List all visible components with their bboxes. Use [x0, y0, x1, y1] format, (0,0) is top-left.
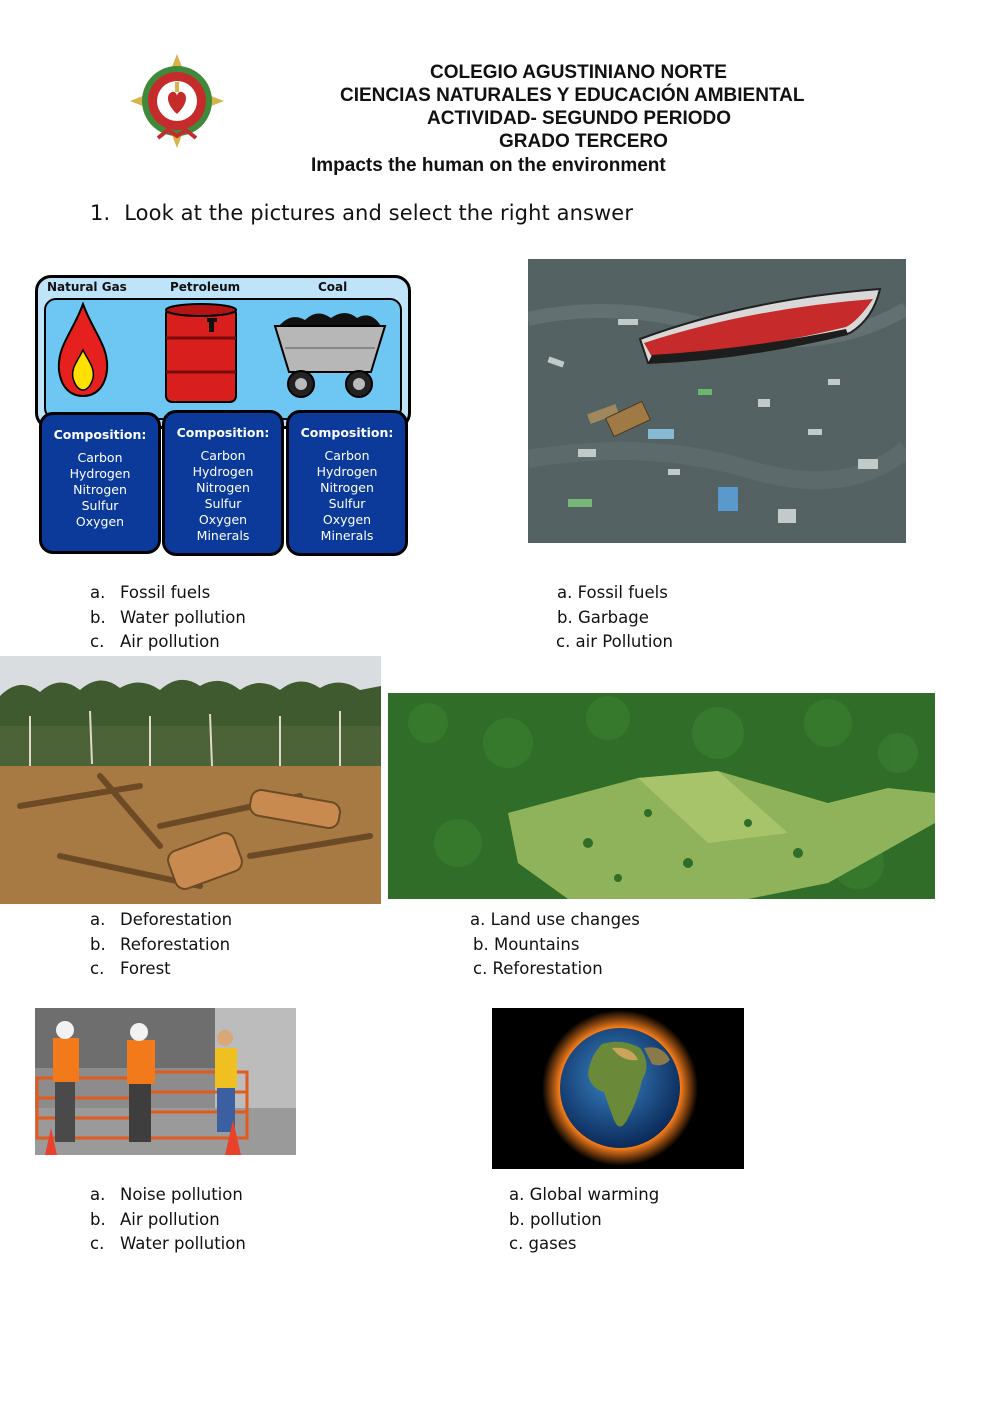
- option-letter: a.: [90, 583, 106, 602]
- option-letter: b.: [90, 607, 106, 627]
- composition-item: Carbon: [324, 448, 370, 463]
- topic-title: Impacts the human on the environment: [311, 155, 666, 176]
- option-letter: c.: [90, 1234, 105, 1253]
- option-b[interactable]: b. Mountains: [473, 934, 580, 954]
- composition-title: Composition:: [300, 425, 394, 440]
- flame-icon: [55, 302, 111, 398]
- composition-title: Composition:: [176, 425, 270, 440]
- deforestation-photo: [0, 656, 381, 904]
- option-a[interactable]: [90, 581, 246, 606]
- composition-item: Minerals: [320, 528, 374, 543]
- option-text: Deforestation: [120, 910, 233, 929]
- options-boat: [556, 581, 673, 655]
- question-number: 1.: [90, 201, 111, 225]
- option-text: Forest: [120, 959, 171, 978]
- coal-cart-icon: [271, 302, 389, 402]
- composition-item: Nitrogen: [73, 482, 127, 497]
- subject-title: CIENCIAS NATURALES Y EDUCACIÓN AMBIENTAL: [340, 85, 805, 106]
- construction-workers-photo: [35, 1008, 296, 1155]
- composition-item: Sulfur: [204, 496, 242, 511]
- question-1: [90, 201, 633, 225]
- option-letter: c.: [90, 632, 105, 651]
- option-b[interactable]: b. Garbage: [557, 607, 649, 627]
- composition-coal: [286, 410, 408, 556]
- option-a[interactable]: a. Fossil fuels: [557, 583, 668, 602]
- option-letter: b.: [90, 934, 106, 954]
- school-logo: [128, 52, 226, 150]
- aerial-forest-photo: [388, 693, 935, 899]
- option-c[interactable]: c. air Pollution: [556, 632, 673, 651]
- option-c[interactable]: [90, 630, 246, 655]
- composition-item: Hydrogen: [192, 464, 254, 479]
- composition-item: Nitrogen: [320, 480, 374, 495]
- options-earth: [509, 1183, 659, 1257]
- school-name: COLEGIO AGUSTINIANO NORTE: [430, 62, 727, 83]
- composition-item: Minerals: [196, 528, 250, 543]
- composition-petroleum: [162, 410, 284, 556]
- composition-item: Carbon: [200, 448, 246, 463]
- option-text: Water pollution: [120, 607, 246, 627]
- option-text: Water pollution: [120, 1234, 246, 1253]
- option-text: Noise pollution: [120, 1185, 243, 1204]
- option-letter: b.: [90, 1209, 106, 1229]
- composition-item: Hydrogen: [69, 466, 131, 481]
- option-text: Air pollution: [120, 1209, 220, 1229]
- question-text: Look at the pictures and select the right answer: [124, 201, 634, 225]
- composition-item: Sulfur: [328, 496, 366, 511]
- option-c[interactable]: [90, 957, 232, 982]
- option-text: Fossil fuels: [120, 583, 211, 602]
- boat-garbage-photo: [528, 259, 906, 543]
- option-a[interactable]: a. Global warming: [509, 1185, 660, 1204]
- composition-item: Hydrogen: [316, 464, 378, 479]
- option-text: Air pollution: [120, 632, 220, 651]
- activity-title: ACTIVIDAD- SEGUNDO PERIODO: [427, 108, 732, 129]
- composition-title: Composition:: [53, 427, 147, 442]
- options-deforestation: [90, 908, 232, 982]
- option-b[interactable]: [90, 606, 246, 631]
- composition-item: Oxygen: [198, 512, 248, 527]
- composition-item: Nitrogen: [196, 480, 250, 495]
- composition-item: Sulfur: [81, 498, 119, 513]
- option-a[interactable]: [90, 1183, 246, 1208]
- option-b[interactable]: b. pollution: [509, 1209, 602, 1229]
- option-b[interactable]: [90, 933, 232, 958]
- composition-item: Carbon: [77, 450, 123, 465]
- options-workers: [90, 1183, 246, 1257]
- options-aerial: [470, 908, 640, 982]
- option-letter: a.: [90, 1185, 106, 1204]
- option-letter: a.: [90, 910, 106, 929]
- option-c[interactable]: [90, 1232, 246, 1257]
- oil-barrel-icon: [163, 302, 239, 406]
- option-c[interactable]: c. Reforestation: [473, 959, 603, 978]
- option-text: Reforestation: [120, 934, 231, 954]
- fuel-label-coal: Coal: [318, 280, 348, 294]
- fuel-label-natural-gas: Natural Gas: [47, 280, 127, 294]
- composition-item: Oxygen: [75, 514, 125, 529]
- composition-natural-gas: [39, 412, 161, 554]
- option-b[interactable]: [90, 1208, 246, 1233]
- fuel-label-petroleum: Petroleum: [170, 280, 241, 294]
- grade-title: GRADO TERCERO: [499, 131, 668, 152]
- option-letter: c.: [90, 959, 105, 978]
- burning-earth-photo: [492, 1008, 744, 1169]
- option-a[interactable]: [90, 908, 232, 933]
- composition-item: Oxygen: [322, 512, 372, 527]
- option-c[interactable]: c. gases: [509, 1234, 577, 1253]
- options-fossil-fuels: [90, 581, 246, 655]
- option-a[interactable]: a. Land use changes: [470, 910, 640, 929]
